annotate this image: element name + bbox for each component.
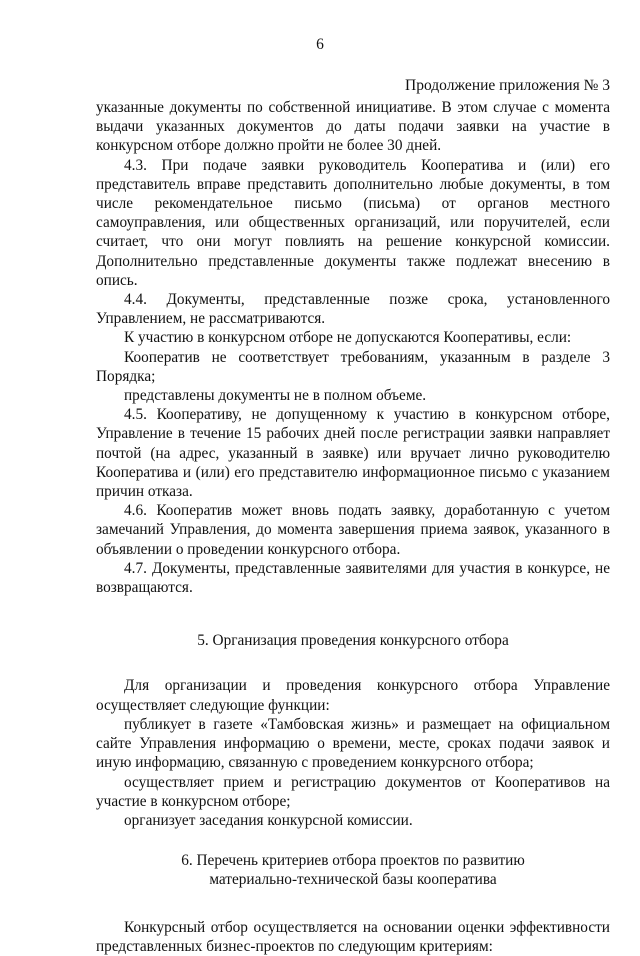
paragraph-5-register: осуществляет прием и регистрацию документов от Кооперативов на участие в конкурсном отборе; — [96, 773, 610, 810]
paragraph-5-meetings: организует заседания конкурсной комиссии. — [124, 811, 413, 829]
section-6-heading — [96, 851, 610, 889]
paragraph-incomplete: представлены документы не в полном объеме. — [124, 387, 427, 405]
paragraph-5-intro: Для организации и проведения конкурсного отбора Управление осуществляет следующие функции: — [96, 677, 610, 714]
paragraph-not-admitted: К участию в конкурсном отборе не допускаются Кооперативы, если: — [124, 329, 572, 347]
paragraph-4-7: 4.7. Документы, представленные заявителями для участия в конкурсе, не возвращаются. — [96, 559, 610, 597]
page-number: 6 — [316, 36, 324, 53]
paragraph-4-3: 4.3. При подаче заявки руководитель Кооператива и (или) его представитель вправе представить дополнительно любые документы, в том числе рекомендательное письмо (письма) от органов местного самоуправления, или общественных организаций, или поручителей, если считает, что они могут повлиять на решение конкурсной комиссии. Дополнительно представленные документы также подлежат внесению в опись. — [96, 156, 610, 289]
paragraph-4-5: 4.5. Кооперативу, не допущенному к участию в конкурсном отборе, Управление в течение 15 рабочих дней после регистрации заявки направляет почтой (на адрес, указанный в заявке) или вручает лично руководителю Кооператива и (или) его представителю информационное письмо с указанием причин отказа. — [96, 406, 610, 501]
section-6-heading-line-2: материально-технической базы кооператива — [209, 871, 497, 889]
paragraph-not-comply: Кооператив не соответствует требованиям, указанным в разделе 3 Порядка; — [96, 348, 610, 385]
paragraph-4-4: 4.4. Документы, представленные позже срока, установленного Управлением, не рассматриваются. — [96, 291, 610, 328]
paragraph-5-publish: публикует в газете «Тамбовская жизнь» и размещает на официальном сайте Управления информацию о времени, месте, сроках подачи заявок и иную информацию, связанную с проведением конкурсного отбора; — [96, 715, 610, 772]
paragraph-4-6: 4.6. Кооператив может вновь подать заявку, доработанную с учетом замечаний Управления, до момента завершения приема заявок, указанного в объявлении о проведении конкурсного отбора. — [96, 502, 610, 558]
appendix-note: Продолжение приложения № 3 — [405, 77, 610, 94]
section-5-heading: 5. Организация проведения конкурсного отбора — [197, 632, 509, 650]
paragraph-6-intro: Конкурсный отбор осуществляется на основании оценки эффективности представленных бизнес-проектов по следующим критериям: — [96, 918, 610, 955]
section-6-heading-line-1: 6. Перечень критериев отбора проектов по развитию — [181, 852, 525, 870]
document-body — [96, 98, 610, 956]
paragraph-continuation: указанные документы по собственной инициативе. В этом случае с момента выдачи указанных документов до даты подачи заявки на участие в конкурсном отборе должно пройти не более 30 дней. — [96, 99, 610, 155]
